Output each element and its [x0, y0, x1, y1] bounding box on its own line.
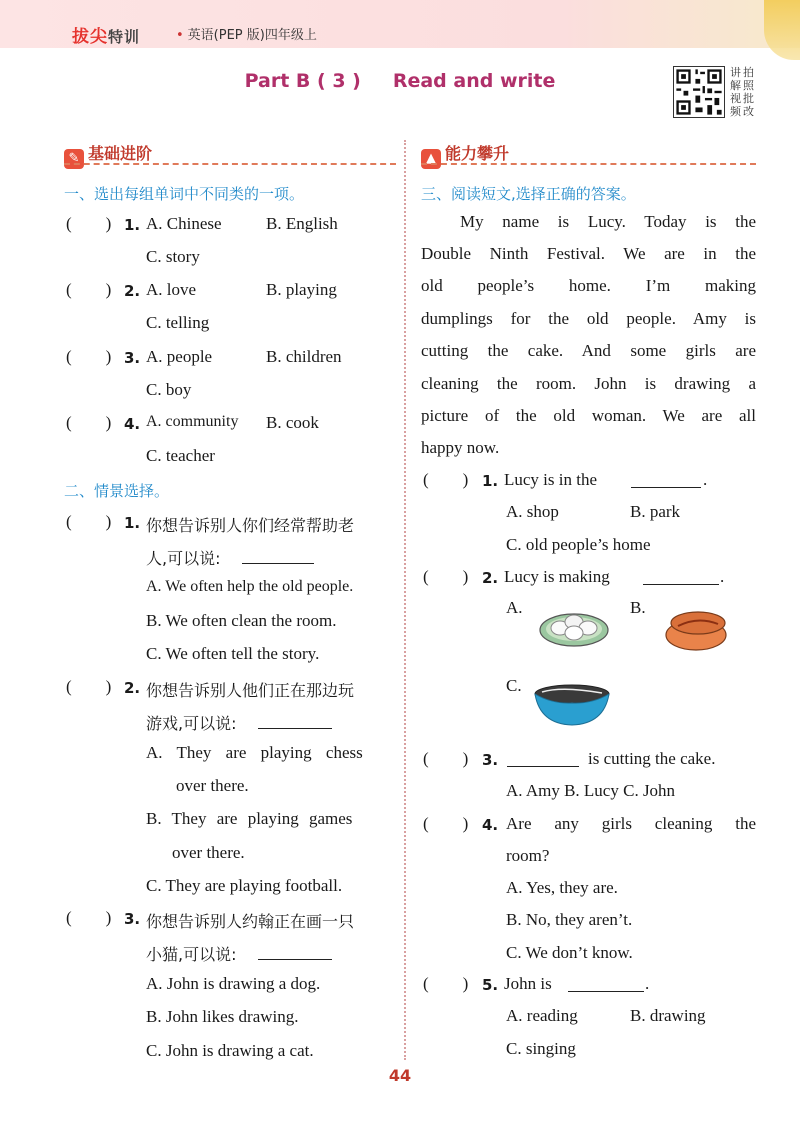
qr-caption-char: 视: [730, 92, 741, 105]
answer-blank[interactable]: ( ): [66, 214, 112, 233]
fill-blank[interactable]: [258, 713, 332, 729]
option-a: A. Chinese: [146, 214, 222, 233]
option-b: B. park: [630, 502, 681, 521]
answer-blank[interactable]: ( ): [66, 280, 112, 299]
option-b: B. drawing: [630, 1006, 706, 1025]
q3-heading: 三、阅读短文,选择正确的答案。: [421, 185, 636, 203]
question-stem: Are any girls cleaning the: [506, 814, 756, 833]
option-a: A. John is drawing a dog.: [146, 974, 321, 993]
passage-line: picture of the old woman. We are all: [421, 406, 756, 425]
item-number: 1.: [482, 472, 499, 490]
option-c: C. singing: [506, 1039, 576, 1058]
fill-blank[interactable]: [643, 569, 719, 585]
option-a: A.: [506, 598, 523, 617]
item-number: 3.: [124, 349, 141, 367]
question-stem-cont: 游戏,可以说:: [146, 714, 237, 733]
fill-blank[interactable]: [568, 976, 644, 992]
climber-icon: ▲: [421, 149, 441, 169]
answer-blank[interactable]: ( ): [66, 512, 112, 531]
answer-blank[interactable]: ( ): [423, 814, 469, 833]
option-c: C. old people’s home: [506, 535, 651, 554]
qr-caption-char: 拍: [743, 66, 754, 79]
answer-blank[interactable]: ( ): [66, 908, 112, 927]
option-c: C. story: [146, 247, 200, 266]
noodle-bowl-icon: [532, 682, 612, 728]
qr-caption-char: 解: [730, 79, 741, 92]
qr-caption-char: 频: [730, 105, 741, 118]
option-c: C. They are playing football.: [146, 876, 343, 895]
fill-blank[interactable]: [242, 548, 314, 564]
option-b: B. No, they aren’t.: [506, 910, 633, 929]
answer-blank[interactable]: ( ): [423, 974, 469, 993]
option-a: A. shop: [506, 502, 559, 521]
option-a: A. reading: [506, 1006, 578, 1025]
item-number: 1.: [124, 216, 141, 234]
question-stem: Lucy is making: [504, 567, 610, 586]
runner-icon: ✎: [64, 149, 84, 169]
answer-blank[interactable]: ( ): [66, 413, 112, 432]
brand-logo: [72, 22, 140, 47]
passage-line: My name is Lucy. Today is the: [460, 212, 756, 231]
option-b: B.: [630, 598, 646, 617]
option-a-cont: over there.: [176, 776, 249, 795]
page-number: 44: [388, 1066, 412, 1085]
q1-heading: 一、选出每组单词中不同类的一项。: [64, 185, 305, 203]
option-a: A. community: [146, 413, 239, 430]
section-advanced-label: 能力攀升: [445, 144, 510, 163]
passage-line: cutting the cake. And some girls are: [421, 341, 756, 360]
option-b: B. John likes drawing.: [146, 1007, 299, 1026]
answer-blank[interactable]: ( ): [66, 677, 112, 696]
item-number: 5.: [482, 976, 499, 994]
option-a: A. people: [146, 347, 213, 366]
fill-blank[interactable]: [507, 751, 579, 767]
pancake-icon: [664, 608, 728, 652]
option-b-cont: over there.: [172, 843, 245, 862]
item-number: 3.: [124, 910, 141, 928]
column-divider: [404, 140, 406, 1060]
option-c: C. telling: [146, 313, 210, 332]
item-number: 3.: [482, 751, 499, 769]
option-a: A. Yes, they are.: [506, 878, 618, 897]
option-b: B. children: [266, 347, 342, 366]
item-number: 1.: [124, 514, 141, 532]
option-b: B. They are playing games: [146, 809, 353, 828]
option-b: B. cook: [266, 413, 319, 432]
header-decoration: [764, 0, 800, 60]
option-a: A. love: [146, 280, 197, 299]
subject-text: 英语(PEP 版)四年级上: [187, 28, 317, 43]
question-stem: John is: [504, 974, 552, 993]
option-b: B. English: [266, 214, 338, 233]
option-b: B. We often clean the room.: [146, 611, 337, 630]
question-stem-cont: 人,可以说:: [146, 549, 221, 568]
question-stem: is cutting the cake.: [588, 749, 716, 768]
brand-name-a: 拔尖: [72, 27, 108, 47]
brand-name-b: 特训: [108, 28, 141, 46]
part-label: Part B ( 3 ): [244, 70, 361, 92]
question-stem: 你想告诉别人他们正在那边玩: [146, 681, 355, 700]
option-c: C. John is drawing a cat.: [146, 1041, 314, 1060]
option-c: C.: [506, 676, 522, 695]
section-divider: [64, 163, 396, 165]
passage-line: Double Ninth Festival. We are in the: [421, 244, 756, 263]
question-stem-cont: 小猫,可以说:: [146, 945, 237, 964]
answer-blank[interactable]: ( ): [423, 567, 469, 586]
dumplings-icon: [538, 606, 610, 648]
option-c: C. boy: [146, 380, 192, 399]
passage-line: old people’s home. I’m making: [421, 276, 756, 295]
page-header: [0, 0, 800, 48]
qr-code-icon[interactable]: [673, 66, 725, 118]
passage-line: cleaning the room. John is drawing a: [421, 374, 756, 393]
item-number: 2.: [124, 679, 141, 697]
item-number: 2.: [482, 569, 499, 587]
section-advanced-title: [421, 141, 509, 165]
q2-heading: 二、情景选择。: [64, 482, 170, 500]
item-number: 4.: [124, 415, 141, 433]
option-b: B. playing: [266, 280, 337, 299]
fill-blank[interactable]: [631, 472, 701, 488]
passage-line: happy now.: [421, 438, 500, 457]
option-a: A. We often help the old people.: [146, 578, 354, 595]
section-divider: [421, 163, 756, 165]
option-c: C. We don’t know.: [506, 943, 633, 962]
qr-caption-char: 批: [743, 92, 754, 105]
answer-blank[interactable]: ( ): [423, 470, 469, 489]
item-number: 2.: [124, 282, 141, 300]
qr-caption-char: 改: [743, 105, 754, 118]
option-a: A. They are playing chess: [146, 743, 363, 762]
answer-blank[interactable]: ( ): [66, 347, 112, 366]
option-c: C. We often tell the story.: [146, 644, 320, 663]
passage-line: dumplings for the old people. Amy is: [421, 309, 756, 328]
qr-caption-char: 讲: [730, 66, 741, 79]
option-c: C. teacher: [146, 446, 215, 465]
question-stem-cont: room?: [506, 846, 550, 865]
subject-label: • 英语(PEP 版)四年级上: [176, 28, 317, 43]
section-basic-title: [64, 141, 152, 165]
lesson-name: Read and write: [392, 70, 556, 92]
answer-blank[interactable]: ( ): [423, 749, 469, 768]
question-stem: 你想告诉别人你们经常帮助老: [146, 516, 355, 535]
item-number: 4.: [482, 816, 499, 834]
question-stem: Lucy is in the: [504, 470, 598, 489]
question-stem: 你想告诉别人约翰正在画一只: [146, 912, 355, 931]
options: A. Amy B. Lucy C. John: [506, 781, 676, 800]
section-basic-label: 基础进阶: [88, 144, 153, 163]
qr-caption-char: 照: [743, 79, 754, 92]
fill-blank[interactable]: [258, 944, 332, 960]
